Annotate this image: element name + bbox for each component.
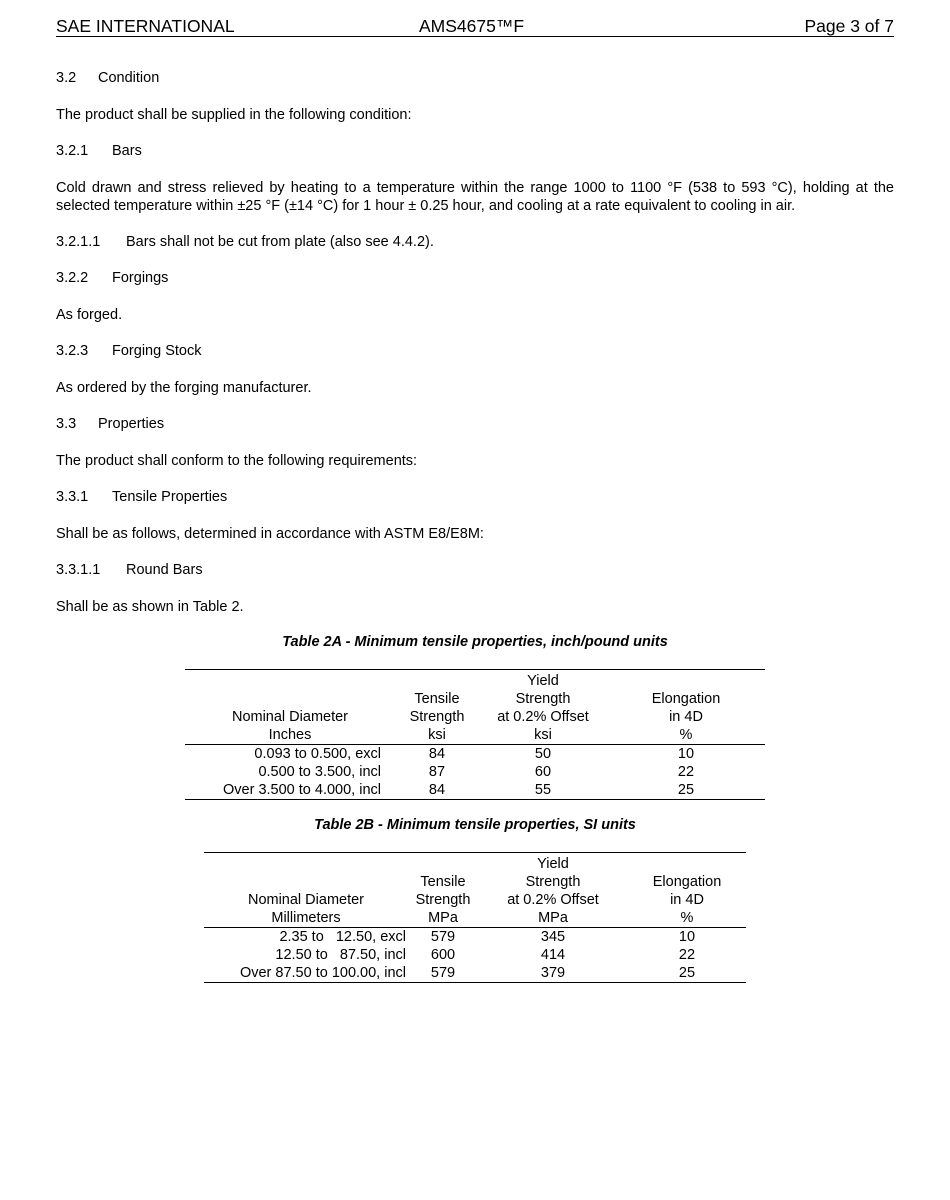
table-header-cell: ksi — [428, 727, 446, 743]
table-cell-tensile: 579 — [430, 965, 456, 981]
table-cell-tensile: 579 — [430, 929, 456, 945]
section-number: 3.2.3 — [56, 343, 89, 359]
section-heading-3-2 — [56, 69, 894, 87]
table-cell-diameter: 0.093 to 0.500, excl — [254, 746, 381, 762]
table-header-row — [204, 909, 746, 928]
diameter-range: 12.50 to 87.50, incl — [275, 947, 406, 963]
table-header-cell — [408, 853, 478, 874]
table-cell-elongation: 22 — [677, 764, 695, 780]
table-row — [204, 964, 746, 983]
table-cell-tensile: 87 — [428, 764, 446, 780]
section-number: 3.2.1 — [56, 143, 89, 159]
table-cell-elongation: 10 — [678, 929, 696, 945]
section-title: Properties — [98, 416, 165, 432]
header-organization: SAE INTERNATIONAL — [56, 16, 235, 36]
table-header-cell — [185, 670, 395, 691]
section-heading-3-3 — [56, 415, 894, 433]
table-cell-tensile: 84 — [428, 782, 446, 798]
section-heading-3-3-1-1 — [56, 561, 894, 579]
table-2b-caption: Table 2B - Minimum tensile properties, SI units — [314, 817, 636, 833]
section-title: Bars shall not be cut from plate (also see 4.4.2). — [126, 234, 434, 250]
table-header-cell — [185, 690, 395, 708]
table-header-cell: at 0.2% Offset — [507, 892, 599, 908]
table-cell-tensile: 600 — [430, 947, 456, 963]
table-header-cell: in 4D — [670, 892, 704, 908]
diameter-range: 2.35 to 12.50, excl — [279, 929, 406, 945]
table-header-cell: Elongation — [652, 874, 722, 890]
table-cell-yield: 55 — [534, 782, 552, 798]
header-document-number: AMS4675™F — [419, 16, 525, 36]
table-row — [204, 928, 746, 947]
table-cell-diameter: Over 3.500 to 4.000, incl — [223, 782, 381, 798]
table-row — [185, 763, 765, 781]
table-header-cell: Tensile — [414, 691, 460, 707]
section-title: Condition — [98, 70, 160, 86]
table-cell-yield: 414 — [540, 947, 566, 963]
table-header-cell: % — [680, 910, 694, 926]
section-heading-3-2-2 — [56, 269, 894, 287]
table-header-cell: Yield — [527, 673, 559, 689]
section-number: 3.3 — [56, 416, 77, 432]
table-header-row — [204, 853, 746, 874]
table-cell-yield: 50 — [534, 746, 552, 762]
body-paragraph: Shall be as follows, determined in accordance with ASTM E8/E8M: — [56, 526, 484, 542]
table-header-cell — [395, 670, 479, 691]
header-page-number: Page 3 of 7 — [804, 16, 894, 36]
table-cell-elongation: 25 — [677, 782, 695, 798]
table-header-cell: Millimeters — [271, 910, 341, 926]
section-title: Forgings — [112, 270, 169, 286]
table-header-cell: Elongation — [651, 691, 721, 707]
table-header-row — [185, 708, 765, 726]
section-title: Bars — [112, 143, 142, 159]
table-row — [185, 745, 765, 764]
table-header-row — [185, 726, 765, 745]
table-cell-diameter — [204, 964, 408, 983]
table-header-cell: Nominal Diameter — [231, 709, 349, 725]
table-header-cell — [204, 873, 408, 891]
diameter-range: Over 87.50 to 100.00, incl — [239, 965, 406, 981]
table-header-cell: MPa — [538, 910, 568, 926]
table-cell-elongation: 22 — [678, 947, 696, 963]
table-2a-caption: Table 2A - Minimum tensile properties, inch/pound units — [282, 634, 668, 650]
table-header-cell: Strength — [525, 874, 581, 890]
section-number: 3.2.1.1 — [56, 234, 101, 250]
table-header-cell — [607, 670, 765, 691]
section-number: 3.3.1 — [56, 489, 89, 505]
body-paragraph: The product shall conform to the following requirements: — [56, 453, 418, 469]
table-header-cell — [628, 853, 746, 874]
body-paragraph: Shall be as shown in Table 2. — [56, 599, 244, 615]
table-header-cell: in 4D — [669, 709, 703, 725]
table-cell-yield: 379 — [540, 965, 566, 981]
table-cell-elongation: 10 — [677, 746, 695, 762]
table-cell-elongation: 25 — [678, 965, 696, 981]
table-header-cell: % — [679, 727, 693, 743]
table-header-row — [204, 891, 746, 909]
table-2b — [204, 852, 746, 983]
section-heading-3-3-1 — [56, 488, 894, 506]
page-header — [56, 14, 894, 37]
table-header-row — [185, 690, 765, 708]
table-cell-diameter — [204, 928, 408, 947]
body-paragraph: The product shall be supplied in the following condition: — [56, 107, 412, 123]
table-header-cell: Yield — [537, 856, 569, 872]
section-heading-3-2-3 — [56, 342, 894, 360]
table-header-cell: Nominal Diameter — [247, 892, 365, 908]
table-header-row — [185, 670, 765, 691]
table-2a — [185, 669, 765, 800]
table-header-cell: ksi — [534, 727, 552, 743]
table-row — [185, 781, 765, 800]
table-header-cell — [204, 853, 408, 874]
body-paragraph: As forged. — [56, 307, 123, 323]
section-title: Forging Stock — [112, 343, 202, 359]
section-title: Tensile Properties — [112, 489, 228, 505]
section-heading-3-2-1 — [56, 142, 894, 160]
table-header-row — [204, 873, 746, 891]
table-header-cell: Tensile — [420, 874, 466, 890]
table-cell-tensile: 84 — [428, 746, 446, 762]
section-number: 3.3.1.1 — [56, 562, 101, 578]
table-cell-yield: 60 — [534, 764, 552, 780]
table-header-cell: Strength — [409, 709, 465, 725]
table-header-cell: Strength — [515, 691, 571, 707]
table-header-cell: at 0.2% Offset — [497, 709, 589, 725]
table-cell-yield: 345 — [540, 929, 566, 945]
table-row — [204, 946, 746, 964]
section-number: 3.2 — [56, 70, 77, 86]
table-header-cell: Inches — [268, 727, 312, 743]
table-cell-diameter — [204, 946, 408, 964]
section-title: Round Bars — [126, 562, 203, 578]
body-paragraph: As ordered by the forging manufacturer. — [56, 380, 312, 396]
section-number: 3.2.2 — [56, 270, 89, 286]
table-header-cell: Strength — [415, 892, 471, 908]
body-paragraph: Cold drawn and stress relieved by heating to a temperature within the range 1000 to 1100 °F (538 to 593 °C), holding at the selected temperature within ±25 °F (±14 °C) for 1 hour ± 0.25 hour, and cooling at a rate equivalent to cooling in air. — [56, 180, 894, 214]
table-cell-diameter: 0.500 to 3.500, incl — [258, 764, 381, 780]
table-header-cell: MPa — [428, 910, 458, 926]
section-heading-3-2-1-1 — [56, 233, 894, 251]
